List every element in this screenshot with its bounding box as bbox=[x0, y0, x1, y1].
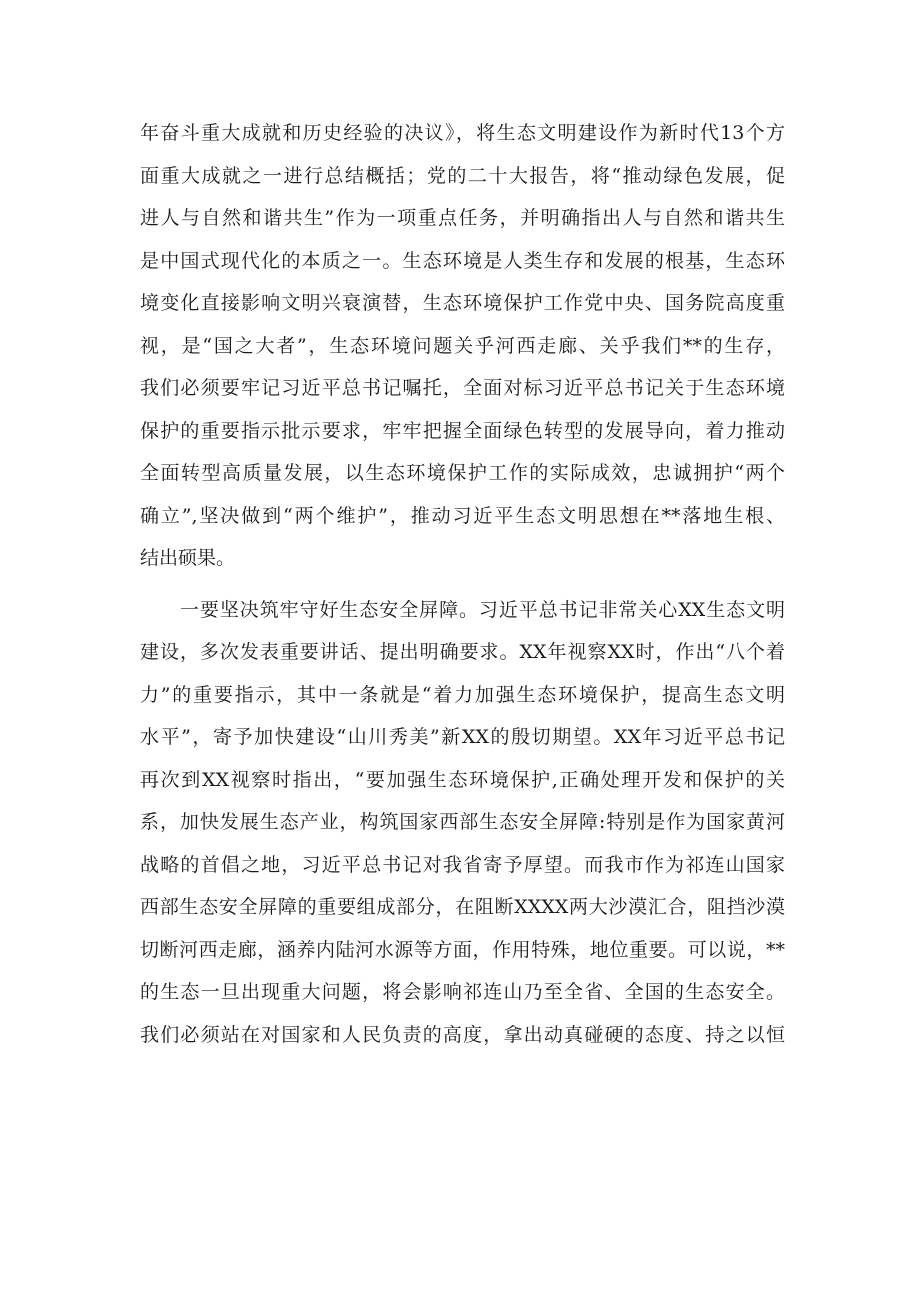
text-line: 我们必须站在对国家和人民负责的高度，拿出动真碰硬的态度、持之以恒 bbox=[140, 1023, 785, 1046]
text-line: 系，加快发展生态产业，构筑国家西部生态安全屏障:特别是作为国家黄河 bbox=[140, 811, 785, 833]
text-line: 年奋斗重大成就和历史经验的决议》，将生态文明建设作为新时代13个方 bbox=[140, 122, 785, 144]
text-line: 我们必须要牢记习近平总书记嘱托，全面对标习近平总书记关于生态环境 bbox=[140, 377, 785, 399]
paragraph-1 bbox=[140, 112, 785, 580]
text-line: 视，是“国之大者”，生态环境问题关乎河西走廊、关乎我们**的生存， bbox=[140, 334, 785, 357]
text-line: 全面转型高质量发展，以生态环境保护工作的实际成效，忠诚拥护“两个 bbox=[140, 462, 785, 484]
text-line: 的生态一旦出现重大问题，将会影响祁连山乃至全省、全国的生态安全。 bbox=[140, 981, 785, 1003]
text-line: 确立”,坚决做到“两个维护”，推动习近平生态文明思想在**落地生根、 bbox=[140, 504, 785, 527]
text-line: 水平”，寄予加快建设“山川秀美”新XX的殷切期望。XX年习近平总书记 bbox=[140, 726, 785, 748]
text-line: 进人与自然和谐共生”作为一项重点任务，并明确指出人与自然和谐共生 bbox=[140, 207, 785, 229]
text-line: 面重大成就之一进行总结概括；党的二十大报告，将“推动绿色发展，促 bbox=[140, 164, 785, 187]
text-line: 建设，多次发表重要讲话、提出明确要求。XX年视察XX时，作出“八个着 bbox=[140, 641, 785, 663]
text-line: 切断河西走廊，涵养内陆河水源等方面，作用特殊，地位重要。可以说，** bbox=[140, 938, 785, 961]
text-line: 西部生态安全屏障的重要组成部分，在阻断XXXX两大沙漠汇合，阻挡沙漠 bbox=[140, 896, 785, 918]
text-line: 结出硕果。 bbox=[140, 547, 236, 569]
text-line: 战略的首倡之地，习近平总书记对我省寄予厚望。而我市作为祁连山国家 bbox=[140, 853, 785, 876]
text-line: 力”的重要指示，其中一条就是“着力加强生态环境保护，提高生态文明 bbox=[140, 683, 785, 706]
paragraph-spacer bbox=[140, 580, 785, 589]
text-line: 一要坚决筑牢守好生态安全屏障。习近平总书记非常关心XX生态文明 bbox=[180, 598, 785, 621]
text-line: 再次到XX视察时指出，“要加强生态环境保护,正确处理开发和保护的关 bbox=[140, 768, 785, 791]
text-line: 是中国式现代化的本质之一。生态环境是人类生存和发展的根基，生态环 bbox=[140, 249, 785, 272]
paragraph-2 bbox=[140, 589, 785, 1057]
document-body bbox=[140, 112, 785, 1056]
text-line: 境变化直接影响文明兴衰演替，生态环境保护工作党中央、国务院高度重 bbox=[140, 292, 785, 314]
text-line: 保护的重要指示批示要求，牢牢把握全面绿色转型的发展导向，着力推动 bbox=[140, 419, 785, 442]
